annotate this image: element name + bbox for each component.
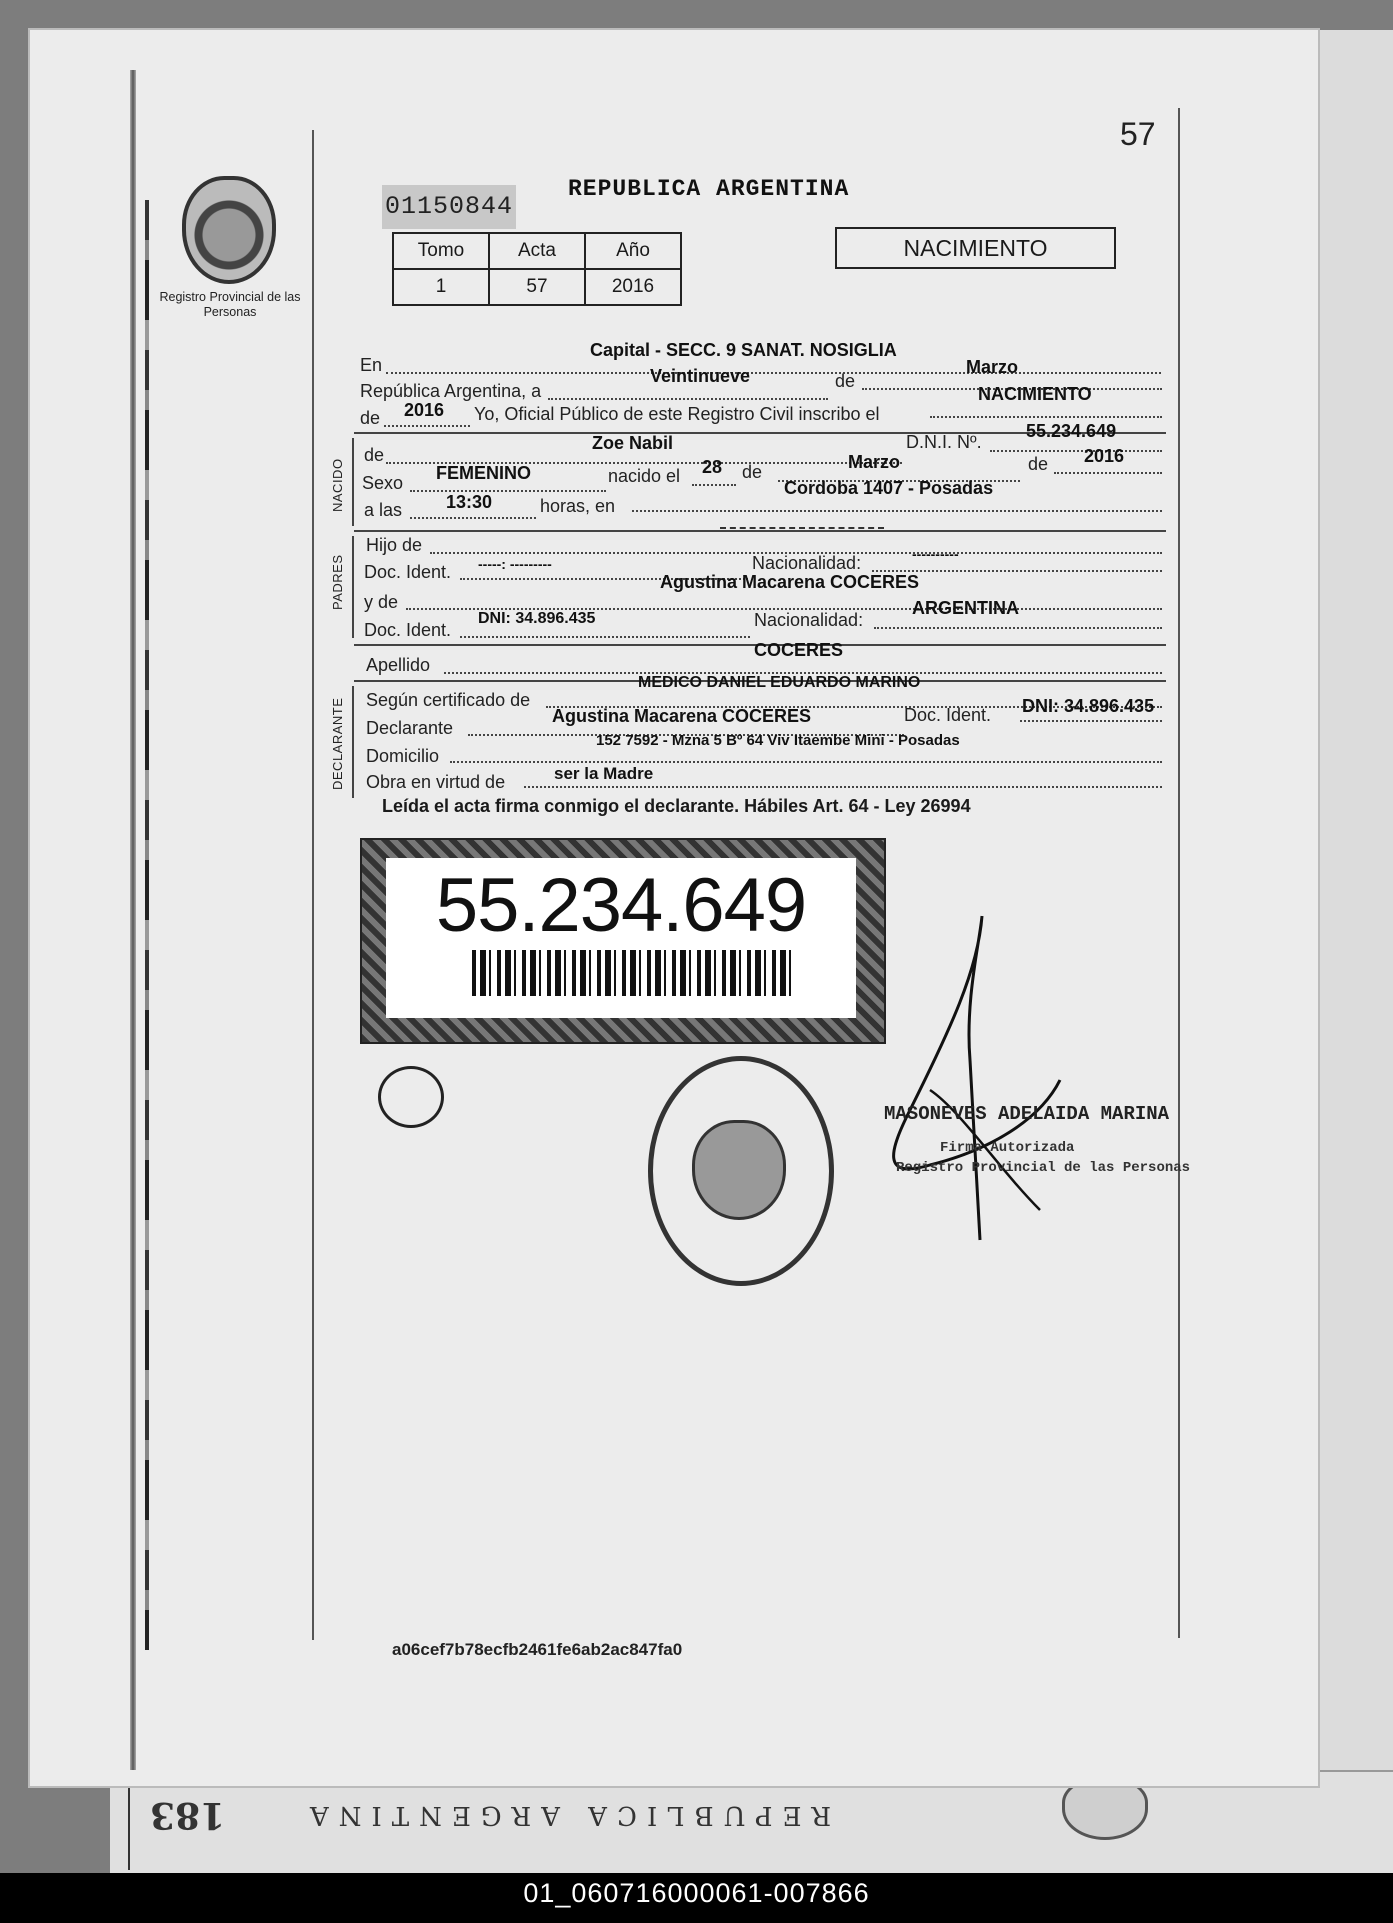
logo-caption: Registro Provincial de las Personas (159, 290, 301, 319)
record-table-header: Acta (489, 233, 585, 269)
section-label-declarante: DECLARANTE (330, 697, 345, 790)
hijo-de-label: Hijo de (366, 535, 423, 555)
field-line (410, 517, 536, 519)
mother-doc-value: DNI: 34.896.435 (478, 610, 596, 627)
doc-ident-label: Doc. Ident. (364, 620, 452, 640)
section-bracket (352, 438, 354, 526)
nacido-de-label-2: de (742, 462, 763, 482)
doc-ident-label: Doc. Ident. (364, 562, 452, 582)
place-value: Capital - SECC. 9 SANAT. NOSIGLIA (590, 340, 897, 360)
field-line (990, 450, 1162, 452)
nacionalidad-label: Nacionalidad: (752, 553, 862, 573)
underlying-page-title: REPUBLICA ARGENTINA (300, 1800, 832, 1830)
nacido-el-label: nacido el (608, 466, 681, 486)
de-label: de (835, 371, 856, 391)
statement-text: Yo, Oficial Público de este Registro Civil inscribo el (474, 404, 880, 424)
underlying-page-number: 183 (150, 1794, 226, 1836)
section-bracket (352, 536, 354, 638)
section-label-nacido: NACIDO (330, 458, 345, 512)
birth-time-value: 13:30 (446, 492, 493, 512)
father-doc-value: -----: --------- (478, 556, 552, 572)
binding-edge (130, 70, 136, 1770)
record-table-header-row (393, 233, 681, 269)
field-line (930, 416, 1162, 418)
sexo-value: FEMENINO (436, 463, 532, 483)
section-divider (354, 530, 1166, 532)
record-table-cell: 57 (489, 269, 585, 305)
birth-day-value: 28 (702, 457, 723, 477)
field-line (450, 761, 1162, 763)
child-name-value: Zoe Nabil (592, 433, 674, 453)
serial-number: 01150844 (382, 185, 516, 229)
initials-signature-icon (378, 1066, 444, 1128)
father-nationality-value: ---------- (912, 546, 959, 562)
record-type-box: NACIMIENTO (835, 227, 1116, 269)
binding-thread (145, 200, 149, 1650)
signer-name: MASONEVES ADELAIDA MARINA (884, 1103, 1170, 1125)
signer-title: Firma Autorizada (940, 1140, 1075, 1156)
republica-label: República Argentina, a (360, 381, 542, 401)
doc-ident-label: Doc. Ident. (904, 705, 992, 725)
record-table-header: Tomo (393, 233, 489, 269)
de-label: de (360, 408, 381, 428)
record-table-value-row (393, 269, 681, 305)
field-line (692, 484, 736, 486)
domicilio-value: 152 7592 - Mzna 5 Bº 64 Viv Itaembe Mini - Posadas (596, 732, 960, 749)
strike-line (720, 527, 884, 529)
year-value: 2016 (404, 400, 445, 420)
birth-year-value: 2016 (1084, 446, 1125, 466)
field-line (632, 510, 1162, 512)
certificate-value: MEDICO DANIEL EDUARDO MARINO (638, 674, 921, 691)
footer-file-id: 01_060716000061-007866 (523, 1878, 870, 1908)
declarante-name-value: Agustina Macarena COCERES (552, 706, 812, 726)
month-value: Marzo (966, 357, 1019, 377)
apellido-value: COCERES (754, 640, 844, 660)
mother-name-value: Agustina Macarena COCERES (660, 572, 920, 592)
signer-office: Registro Provincial de las Personas (896, 1160, 1191, 1176)
field-line (524, 786, 1162, 788)
field-line (548, 398, 828, 400)
document-hash: a06cef7b78ecfb2461fe6ab2ac847fa0 (392, 1640, 683, 1659)
field-line (410, 490, 606, 492)
field-line (1054, 472, 1162, 474)
barcode-number: 55.234.649 (435, 863, 807, 948)
nacido-de-label-3: de (1028, 454, 1049, 474)
handwritten-signature-icon (870, 910, 1130, 1250)
a-las-label: a las (364, 500, 403, 520)
section-bracket (352, 686, 354, 798)
barcode-icon (472, 950, 792, 996)
en-label: En (360, 355, 383, 375)
record-table-cell: 2016 (585, 269, 681, 305)
document-title: REPUBLICA ARGENTINA (568, 176, 850, 202)
horas-label: horas, en (540, 496, 616, 516)
field-line (384, 425, 470, 427)
field-line (386, 372, 1161, 374)
apellido-label: Apellido (366, 655, 431, 675)
domicilio-label: Domicilio (366, 746, 440, 766)
act-value: NACIMIENTO (978, 384, 1092, 404)
y-de-label: y de (364, 592, 399, 612)
obra-value: ser la Madre (554, 764, 654, 783)
page-number: 57 (1120, 116, 1156, 152)
child-dni-value: 55.234.649 (1026, 421, 1117, 441)
frame-left-rule (312, 130, 314, 1640)
closing-statement: Leída el acta firma conmigo el declarante. Hábiles Art. 64 - Ley 26994 (382, 796, 971, 816)
mother-nationality-value: ARGENTINA (912, 598, 1019, 618)
province-coat-of-arms-icon (182, 176, 276, 284)
underlying-page-rule (128, 1782, 130, 1870)
field-line (1020, 720, 1162, 722)
birth-month-value: Marzo (848, 452, 901, 472)
day-words-value: Veintinueve (650, 366, 751, 386)
declarante-label: Declarante (366, 718, 454, 738)
field-line (874, 627, 1162, 629)
field-line (460, 636, 750, 638)
dni-label: D.N.I. Nº. (906, 432, 982, 452)
birth-place-value: Cordoba 1407 - Posadas (784, 478, 994, 498)
nacionalidad-label: Nacionalidad: (754, 610, 864, 630)
section-label-padres: PADRES (330, 554, 345, 610)
record-table-header: Año (585, 233, 681, 269)
sexo-label: Sexo (362, 473, 404, 493)
obra-label: Obra en virtud de (366, 772, 506, 792)
seal-coat-of-arms-icon (692, 1120, 786, 1220)
nacido-de-label: de (364, 445, 385, 465)
certificado-label: Según certificado de (366, 690, 531, 710)
record-table-cell: 1 (393, 269, 489, 305)
declarante-doc-value: DNI: 34.896.435 (1022, 696, 1155, 716)
frame-right-rule (1178, 108, 1180, 1638)
record-table (392, 232, 682, 306)
